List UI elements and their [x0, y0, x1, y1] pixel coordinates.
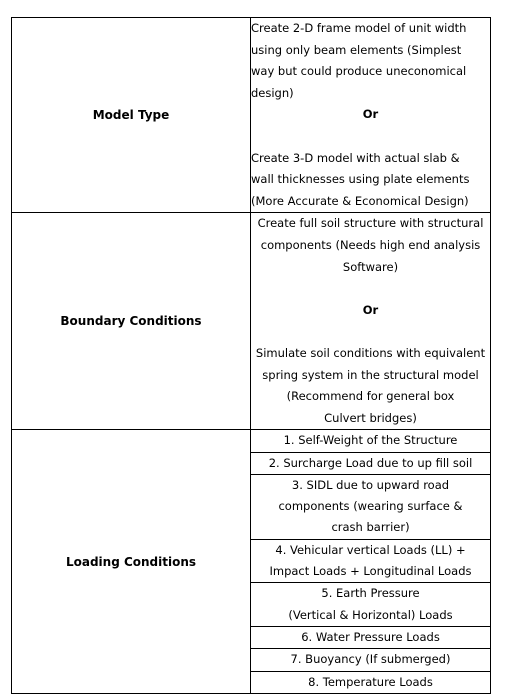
- text-line: 8. Temperature Loads: [308, 674, 433, 689]
- text-line: (More Accurate & Economical Design): [251, 193, 469, 208]
- load-item-earth-pressure: [251, 583, 491, 627]
- spacer: [251, 278, 490, 300]
- text-line: 2. Surcharge Load due to up fill soil: [268, 455, 473, 470]
- spacer: [251, 321, 490, 343]
- load-item-surcharge: [251, 452, 491, 474]
- analysis-parameters-table: [11, 17, 491, 694]
- or-separator: Or: [362, 107, 379, 122]
- load-item-temperature: [251, 671, 491, 693]
- load-item-self-weight: [251, 430, 491, 452]
- text-line: (Vertical & Horizontal) Loads: [288, 607, 453, 622]
- text-line: way but could produce uneconomical: [251, 64, 467, 79]
- text-line: components (wearing surface &: [278, 499, 463, 514]
- loading-conditions-label: Loading Conditions: [12, 430, 251, 694]
- load-item-buoyancy: [251, 649, 491, 671]
- text-line: Create full soil structure with structural: [257, 216, 484, 231]
- spacer: [251, 126, 490, 148]
- table-row-model-type: [12, 18, 491, 213]
- text-line: 5. Earth Pressure: [321, 586, 420, 601]
- table-row-boundary-conditions: [12, 213, 491, 430]
- or-separator: Or: [362, 302, 379, 317]
- boundary-conditions-label: Boundary Conditions: [12, 213, 251, 430]
- text-line: Software): [342, 259, 399, 274]
- text-line: 7. Buoyancy (If submerged): [290, 652, 451, 667]
- table-row-loading-conditions: [12, 430, 491, 452]
- load-item-water-pressure: [251, 626, 491, 648]
- text-line: Impact Loads + Longitudinal Loads: [269, 564, 472, 579]
- text-line: 3. SIDL due to upward road: [291, 477, 450, 492]
- text-line: 6. Water Pressure Loads: [301, 629, 440, 644]
- model-type-content: [251, 18, 491, 213]
- model-type-label: Model Type: [12, 18, 251, 213]
- text-line: crash barrier): [331, 520, 410, 535]
- text-line: 4. Vehicular vertical Loads (LL) +: [275, 542, 466, 557]
- text-line: Create 3-D model with actual slab &: [251, 150, 460, 165]
- load-item-sidl: [251, 474, 491, 539]
- text-line: Culvert bridges): [324, 410, 417, 425]
- text-line: wall thicknesses using plate elements: [251, 172, 470, 187]
- text-line: components (Needs high end analysis: [260, 237, 481, 252]
- text-line: design): [251, 85, 294, 100]
- load-item-vehicular: [251, 539, 491, 583]
- boundary-conditions-content: [251, 213, 491, 430]
- text-line: Create 2-D frame model of unit width: [251, 21, 467, 35]
- text-line: (Recommend for general box: [286, 389, 455, 404]
- text-line: 1. Self-Weight of the Structure: [283, 433, 458, 448]
- text-line: Simulate soil conditions with equivalent: [255, 345, 486, 360]
- text-line: spring system in the structural model: [262, 367, 479, 382]
- text-line: using only beam elements (Simplest: [251, 42, 462, 57]
